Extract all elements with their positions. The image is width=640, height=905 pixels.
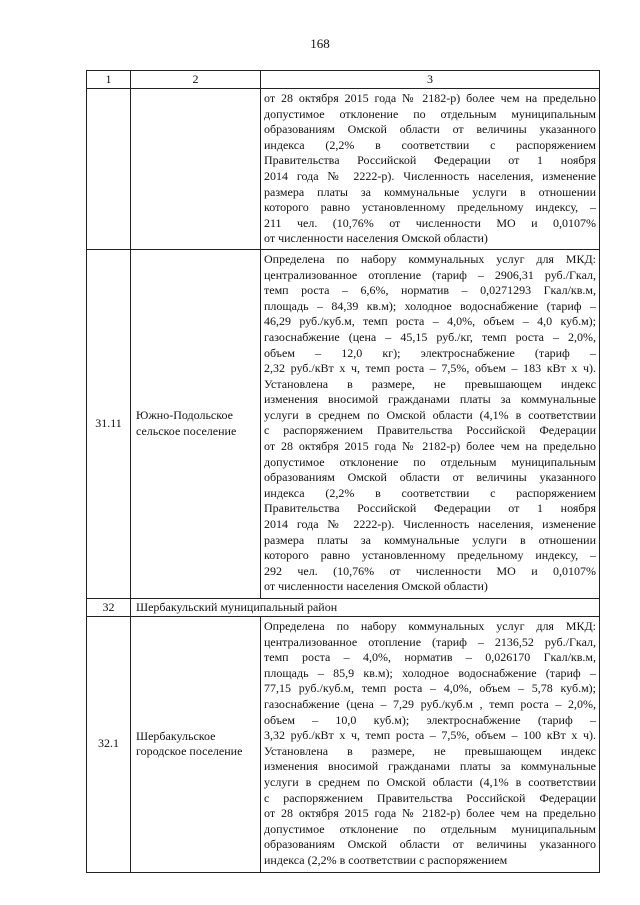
header-col-3: 3 <box>261 71 600 89</box>
text-line: образованиям Омской области от величины указанного <box>264 470 596 485</box>
text-line: 292 чел. (10,76% от численности МО и 0,0107% <box>264 563 596 578</box>
header-col-1: 1 <box>87 71 131 89</box>
text-line: 46,29 руб./куб.м, темп роста – 4,0%, объем – 4,0 куб.м); <box>264 314 596 329</box>
header-col-2: 2 <box>131 71 261 89</box>
text-line: размера платы за коммунальные услуги в отношении <box>264 184 596 199</box>
table-row-31-11 <box>87 249 600 598</box>
text-line: от 28 октября 2015 года № 2182-р) более чем на предельно <box>264 91 596 105</box>
text-line: централизованное отопление (тариф – 2906,31 руб./Гкал, <box>264 267 596 282</box>
document-table <box>86 70 600 873</box>
row-name <box>131 249 261 598</box>
row-name-cell <box>131 89 261 250</box>
text-line: 3,32 руб./кВт х ч, темп роста – 7,5%, объем – 100 кВт х ч). <box>264 728 596 743</box>
text-line: от 28 октября 2015 года № 2182-р) более чем на предельно <box>264 439 596 454</box>
row-name-line: Шербакульское <box>136 728 216 743</box>
row-number: 32.1 <box>87 617 131 873</box>
row-number: 31.11 <box>87 249 131 598</box>
table-row-32-1 <box>87 617 600 873</box>
text-line: с распоряжением Правительства Российской Федерации <box>264 423 596 438</box>
text-line: Определена по набору коммунальных услуг для МКД: <box>264 251 596 266</box>
text-line: 2,32 руб./кВт х ч, темп роста – 7,5%, объем – 183 кВт х ч). <box>264 361 596 376</box>
text-line: объем – 12,0 кг); электроснабжение (тариф – <box>264 345 596 360</box>
text-line: газоснабжение (цена – 7,29 руб./куб.м , темп роста – 2,0%, <box>264 696 596 711</box>
text-line: от 28 октября 2015 года № 2182-р) более чем на предельно <box>264 806 596 821</box>
district-name: Шербакульский муниципальный район <box>131 599 600 617</box>
table-row-32 <box>87 599 600 617</box>
page-number: 168 <box>310 36 330 51</box>
text-line: индекса (2,2% в соответствии с распоряжением <box>264 137 596 152</box>
text-line: темп роста – 6,6%, норматив – 0,0271293 Гкал/кв.м, <box>264 283 596 298</box>
text-line: которого равно установленному предельному индексу, – <box>264 548 596 563</box>
text-line: централизованное отопление (тариф – 2136,52 руб./Гкал, <box>264 634 596 649</box>
row-description <box>261 89 600 250</box>
row-name-line: Южно-Подольское <box>136 408 233 423</box>
text-line: площадь – 85,9 кв.м); холодное водоснабжение (тариф – <box>264 665 596 680</box>
text-line: с распоряжением Правительства Российской Федерации <box>264 790 596 805</box>
text-line: площадь – 84,39 кв.м); холодное водоснабжение (тариф – <box>264 298 596 313</box>
text-line: услуги в среднем по Омской области (4,1% в соответствии <box>264 774 596 789</box>
text-line: допустимое отклонение по отдельным муниципальным <box>264 821 596 836</box>
text-line: 2014 года № 2222-р). Численность населения, изменение <box>264 517 596 532</box>
text-line: 211 чел. (10,76% от численности МО и 0,0107% <box>264 215 596 230</box>
table-header-row <box>87 71 600 89</box>
row-name-line: городское поселение <box>136 744 243 759</box>
text-line: изменения вносимой гражданами платы за коммунальные <box>264 392 596 407</box>
text-line: которого равно установленному предельному индексу, – <box>264 200 596 215</box>
text-line: Установлена в размере, не превышающем индекс <box>264 376 596 391</box>
text-line: индекса (2,2% в соответствии с распоряжением <box>264 852 508 867</box>
row-description <box>261 617 600 873</box>
text-line: допустимое отклонение по отдельным муниципальным <box>264 106 596 121</box>
text-line: объем – 10,0 куб.м); электроснабжение (тариф – <box>264 712 596 727</box>
row-name-line: сельское поселение <box>136 423 237 438</box>
text-line: Правительства Российской Федерации от 1 ноября <box>264 501 596 516</box>
table-row-continuation <box>87 89 600 250</box>
text-line: темп роста – 4,0%, норматив – 0,026170 Гкал/кв.м, <box>264 650 596 665</box>
text-line: образованиям Омской области от величины указанного <box>264 837 596 852</box>
text-line: допустимое отклонение по отдельным муниципальным <box>264 454 596 469</box>
text-line: услуги в среднем по Омской области (4,1% в соответствии <box>264 407 596 422</box>
text-line: 2014 года № 2222-р). Численность населения, изменение <box>264 168 596 183</box>
row-description <box>261 249 600 598</box>
text-line: Определена по набору коммунальных услуг для МКД: <box>264 619 596 633</box>
text-line: от численности населения Омской области) <box>264 231 488 246</box>
text-line: Правительства Российской Федерации от 1 ноября <box>264 153 596 168</box>
text-line: изменения вносимой гражданами платы за коммунальные <box>264 759 596 774</box>
text-line: Установлена в размере, не превышающем индекс <box>264 743 596 758</box>
row-number: 32 <box>87 599 131 617</box>
row-number-cell <box>87 89 131 250</box>
text-line: размера платы за коммунальные услуги в отношении <box>264 532 596 547</box>
row-name <box>131 617 261 873</box>
text-line: 77,15 руб./куб.м, темп роста – 4,0%, объем – 5,78 куб.м); <box>264 681 596 696</box>
text-line: от численности населения Омской области) <box>264 579 488 594</box>
text-line: образованиям Омской области от величины указанного <box>264 122 596 137</box>
text-line: индекса (2,2% в соответствии с распоряжением <box>264 485 596 500</box>
text-line: газоснабжение (цена – 45,15 руб./кг, темп роста – 2,0%, <box>264 329 596 344</box>
